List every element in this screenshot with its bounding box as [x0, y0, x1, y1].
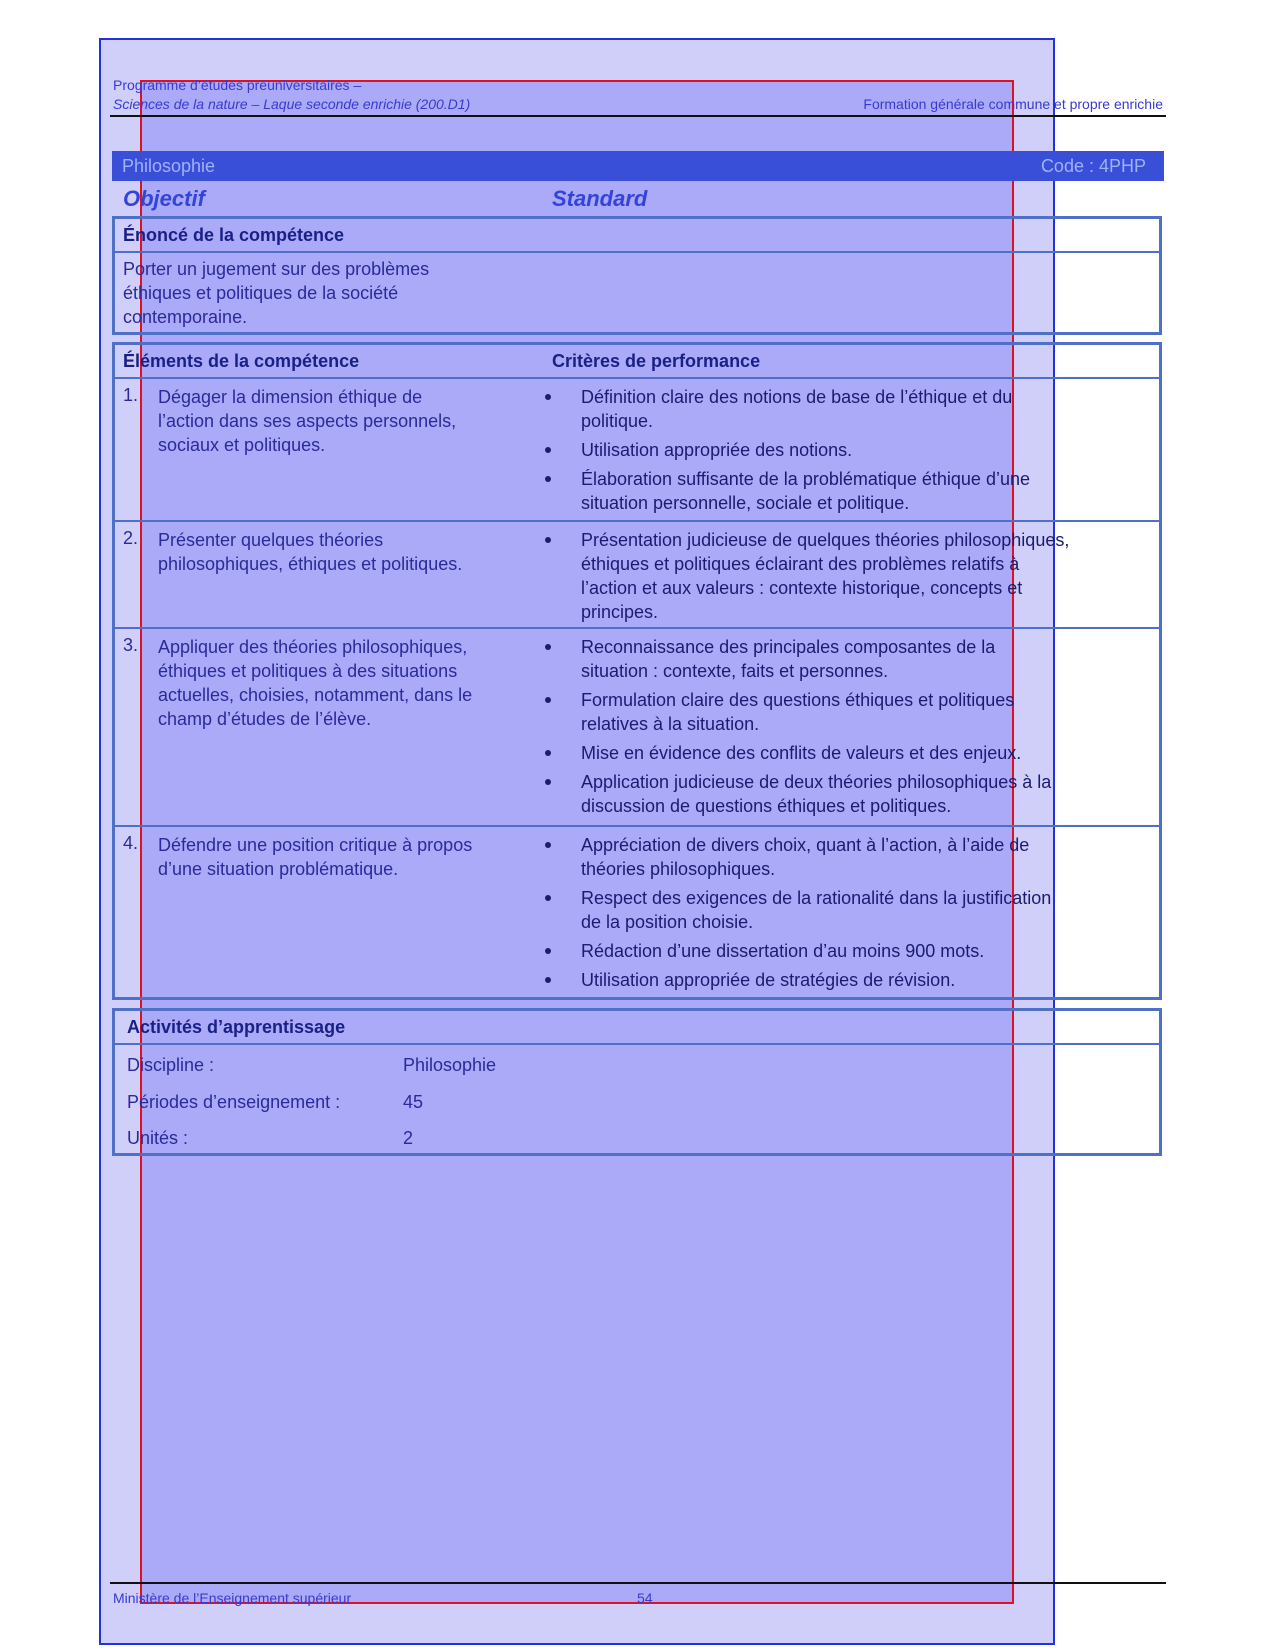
row-divider — [115, 825, 1159, 827]
footer-rule — [110, 1582, 1166, 1584]
criterion-item — [545, 528, 1155, 624]
criterion-line: principes. — [581, 602, 659, 622]
criterion-line: relatives à la situation. — [581, 714, 760, 734]
activites-heading: Activités d’apprentissage — [127, 1017, 346, 1037]
elements-box — [112, 342, 1162, 1000]
unites-label: Unités : — [127, 1128, 189, 1148]
criterion-line: Mise en évidence des conflits de valeurs et des enjeux. — [581, 743, 1022, 763]
criterion-item — [545, 467, 1155, 515]
criterion-item — [545, 385, 1155, 433]
bullet-icon — [545, 842, 551, 848]
criteria-list — [545, 833, 1155, 997]
criteria-list — [545, 528, 1155, 629]
footer-ministry: Ministère de l’Enseignement supérieur — [113, 1590, 352, 1606]
criterion-item — [545, 688, 1155, 736]
criterion-line: Définition claire des notions de base de l’éthique et du — [581, 387, 1013, 407]
element-line: l’action dans ses aspects personnels, — [158, 411, 457, 431]
criterion-item — [545, 939, 1155, 963]
criterion-line: l’action et aux valeurs : contexte historique, concepts et — [581, 578, 1023, 598]
course-title-bar — [112, 151, 1164, 181]
criterion-line: Appréciation de divers choix, quant à l’action, à l’aide de — [581, 835, 1030, 855]
enonce-line: Porter un jugement sur des problèmes — [123, 259, 430, 279]
criterion-line: Rédaction d’une dissertation d’au moins 900 mots. — [581, 941, 985, 961]
criteria-list — [545, 635, 1155, 823]
discipline-value: Philosophie — [403, 1055, 497, 1075]
criterion-item — [545, 968, 1155, 992]
element-line: Défendre une position critique à propos — [158, 835, 473, 855]
bullet-icon — [545, 447, 551, 453]
objectif-heading: Objectif — [123, 186, 205, 211]
bullet-icon — [545, 895, 551, 901]
header-rule — [110, 115, 1166, 117]
elements-heading: Éléments de la compétence — [123, 351, 360, 371]
discipline-label: Discipline : — [127, 1055, 215, 1075]
element-text — [158, 528, 528, 576]
element-number: 4. — [123, 833, 139, 853]
element-line: champ d’études de l’élève. — [158, 709, 372, 729]
enonce-line: contemporaine. — [123, 307, 248, 327]
criteria-list — [545, 385, 1155, 520]
criterion-line: discussion de questions éthiques et politiques. — [581, 796, 952, 816]
element-line: d’une situation problématique. — [158, 859, 399, 879]
bullet-icon — [545, 977, 551, 983]
elements-header — [115, 345, 1159, 379]
element-line: Présenter quelques théories — [158, 530, 384, 550]
criterion-line: de la position choisie. — [581, 912, 754, 932]
bullet-icon — [545, 537, 551, 543]
criterion-line: Reconnaissance des principales composantes de la — [581, 637, 996, 657]
criterion-line: situation personnelle, sociale et politique. — [581, 493, 910, 513]
periodes-value: 45 — [403, 1092, 424, 1112]
element-line: sociaux et politiques. — [158, 435, 326, 455]
bullet-icon — [545, 750, 551, 756]
bullet-icon — [545, 644, 551, 650]
criterion-line: Respect des exigences de la rationalité dans la justification — [581, 888, 1052, 908]
element-line: Dégager la dimension éthique de — [158, 387, 423, 407]
periodes-label: Périodes d’enseignement : — [127, 1092, 341, 1112]
criterion-item — [545, 438, 1155, 462]
bullet-icon — [545, 948, 551, 954]
unites-value: 2 — [403, 1128, 414, 1148]
header-formation: Formation générale commune et propre enrichie — [863, 96, 1163, 112]
element-line: actuelles, choisies, notamment, dans le — [158, 685, 473, 705]
element-text — [158, 635, 528, 731]
enonce-header — [115, 219, 1159, 253]
enonce-text — [123, 257, 429, 329]
criterion-item — [545, 833, 1155, 881]
criterion-line: Utilisation appropriée de stratégies de révision. — [581, 970, 956, 990]
standard-heading: Standard — [552, 186, 648, 211]
course-code: Code : 4PHP — [1040, 156, 1146, 176]
enonce-line: éthiques et politiques de la société — [123, 283, 399, 303]
criterion-item — [545, 886, 1155, 934]
element-number: 2. — [123, 528, 139, 548]
row-divider — [115, 627, 1159, 629]
element-line: éthiques et politiques à des situations — [158, 661, 458, 681]
bullet-icon — [545, 779, 551, 785]
element-line: philosophiques, éthiques et politiques. — [158, 554, 463, 574]
page-number: 54 — [637, 1590, 653, 1606]
criterion-item — [545, 770, 1155, 818]
criterion-line: éthiques et politiques éclairant des problèmes relatifs à — [581, 554, 1020, 574]
activites-header — [115, 1011, 1159, 1045]
header-program: Programme d’études préuniversitaires – — [113, 77, 362, 93]
element-text — [158, 833, 528, 881]
criterion-item — [545, 635, 1155, 683]
enonce-heading: Énoncé de la compétence — [123, 225, 345, 245]
criteres-heading: Critères de performance — [552, 351, 761, 371]
header-program-detail: Sciences de la nature – Laque seconde enrichie (200.D1) — [113, 96, 471, 112]
course-name: Philosophie — [122, 156, 216, 176]
row-divider — [115, 520, 1159, 522]
element-number: 3. — [123, 635, 139, 655]
criterion-line: Application judicieuse de deux théories philosophiques à la — [581, 772, 1052, 792]
enonce-box — [112, 216, 1162, 335]
element-number: 1. — [123, 385, 139, 405]
bullet-icon — [545, 394, 551, 400]
criterion-line: situation : contexte, faits et personnes. — [581, 661, 889, 681]
criterion-line: Formulation claire des questions éthiques et politiques — [581, 690, 1015, 710]
activites-box — [112, 1008, 1162, 1156]
criterion-item — [545, 741, 1155, 765]
criterion-line: Élaboration suffisante de la problématique éthique d’une — [581, 469, 1030, 489]
criterion-line: politique. — [581, 411, 654, 431]
criterion-line: Utilisation appropriée des notions. — [581, 440, 853, 460]
criterion-line: théories philosophiques. — [581, 859, 776, 879]
element-text — [158, 385, 528, 457]
bullet-icon — [545, 476, 551, 482]
element-line: Appliquer des théories philosophiques, — [158, 637, 468, 657]
bullet-icon — [545, 697, 551, 703]
criterion-line: Présentation judicieuse de quelques théories philosophiques, — [581, 530, 1070, 550]
